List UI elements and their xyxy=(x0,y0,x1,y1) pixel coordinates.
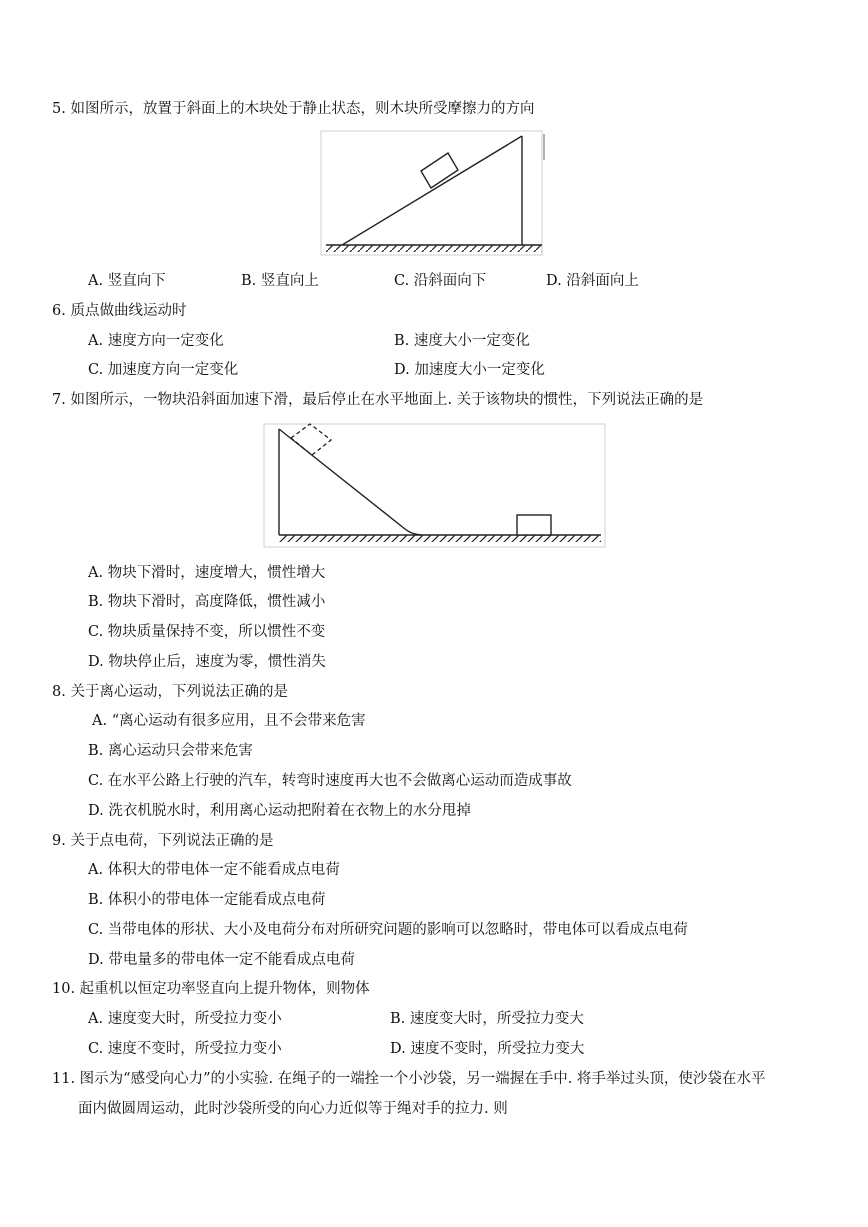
q10-option-c: C. 速度不变时，所受拉力变小 xyxy=(88,1041,282,1057)
q5-option-a: A. 竖直向下 xyxy=(88,273,166,289)
q11-stem-line2: 面内做圆周运动，此时沙袋所受的向心力近似等于绳对手的拉力. 则 xyxy=(78,1101,508,1117)
q7-stem: 7. 如图所示，一物块沿斜面加速下滑，最后停止在水平地面上. 关于该物块的惯性，下列说法正确的是 xyxy=(52,392,704,408)
q5-stem: 5. 如图所示，放置于斜面上的木块处于静止状态，则木块所受摩擦力的方向 xyxy=(52,101,535,117)
q5-option-c: C. 沿斜面向下 xyxy=(394,273,487,289)
q10-option-a: A. 速度变大时，所受拉力变小 xyxy=(88,1011,282,1027)
q9-option-d: D. 带电量多的带电体一定不能看成点电荷 xyxy=(88,952,355,968)
q8-option-c: C. 在水平公路上行驶的汽车，转弯时速度再大也不会做离心运动而造成事故 xyxy=(88,773,572,789)
q9-option-b: B. 体积小的带电体一定能看成点电荷 xyxy=(88,892,326,908)
q6-option-b: B. 速度大小一定变化 xyxy=(394,333,530,349)
q6-option-c: C. 加速度方向一定变化 xyxy=(88,362,239,378)
q8-option-b: B. 离心运动只会带来危害 xyxy=(88,743,253,759)
q11-stem-line1: 11. 图示为“感受向心力”的小实验. 在绳子的一端拴一个小沙袋，另一端握在手中. 将手举过头顶，使沙袋在水平 xyxy=(52,1071,766,1087)
q8-stem: 8. 关于离心运动，下列说法正确的是 xyxy=(52,684,288,700)
q9-stem: 9. 关于点电荷，下列说法正确的是 xyxy=(52,833,274,849)
q7-option-a: A. 物块下滑时，速度增大，惯性增大 xyxy=(88,565,326,581)
q7-slope-figure xyxy=(263,423,608,549)
q9-option-a: A. 体积大的带电体一定不能看成点电荷 xyxy=(88,862,340,878)
q9-option-c: C. 当带电体的形状、大小及电荷分布对所研究问题的影响可以忽略时，带电体可以看成点电荷 xyxy=(88,922,688,938)
q10-option-d: D. 速度不变时，所受拉力变大 xyxy=(390,1041,585,1057)
q7-option-c: C. 物块质量保持不变，所以惯性不变 xyxy=(88,624,326,640)
q5-option-d: D. 沿斜面向上 xyxy=(546,273,639,289)
q6-option-a: A. 速度方向一定变化 xyxy=(88,333,224,349)
q7-option-b: B. 物块下滑时，高度降低，惯性减小 xyxy=(88,594,326,610)
q8-option-d: D. 洗衣机脱水时，利用离心运动把附着在衣物上的水分甩掉 xyxy=(88,803,471,819)
q5-option-b: B. 竖直向上 xyxy=(241,273,319,289)
q10-option-b: B. 速度变大时，所受拉力变大 xyxy=(390,1011,584,1027)
q8-option-a: A. “离心运动有很多应用，且不会带来危害 xyxy=(92,713,366,729)
q5-incline-figure xyxy=(320,130,548,262)
q7-option-d: D. 物块停止后，速度为零，惯性消失 xyxy=(88,654,326,670)
q10-stem: 10. 起重机以恒定功率竖直向上提升物体，则物体 xyxy=(52,981,370,997)
q6-stem: 6. 质点做曲线运动时 xyxy=(52,303,187,319)
q6-option-d: D. 加速度大小一定变化 xyxy=(394,362,545,378)
